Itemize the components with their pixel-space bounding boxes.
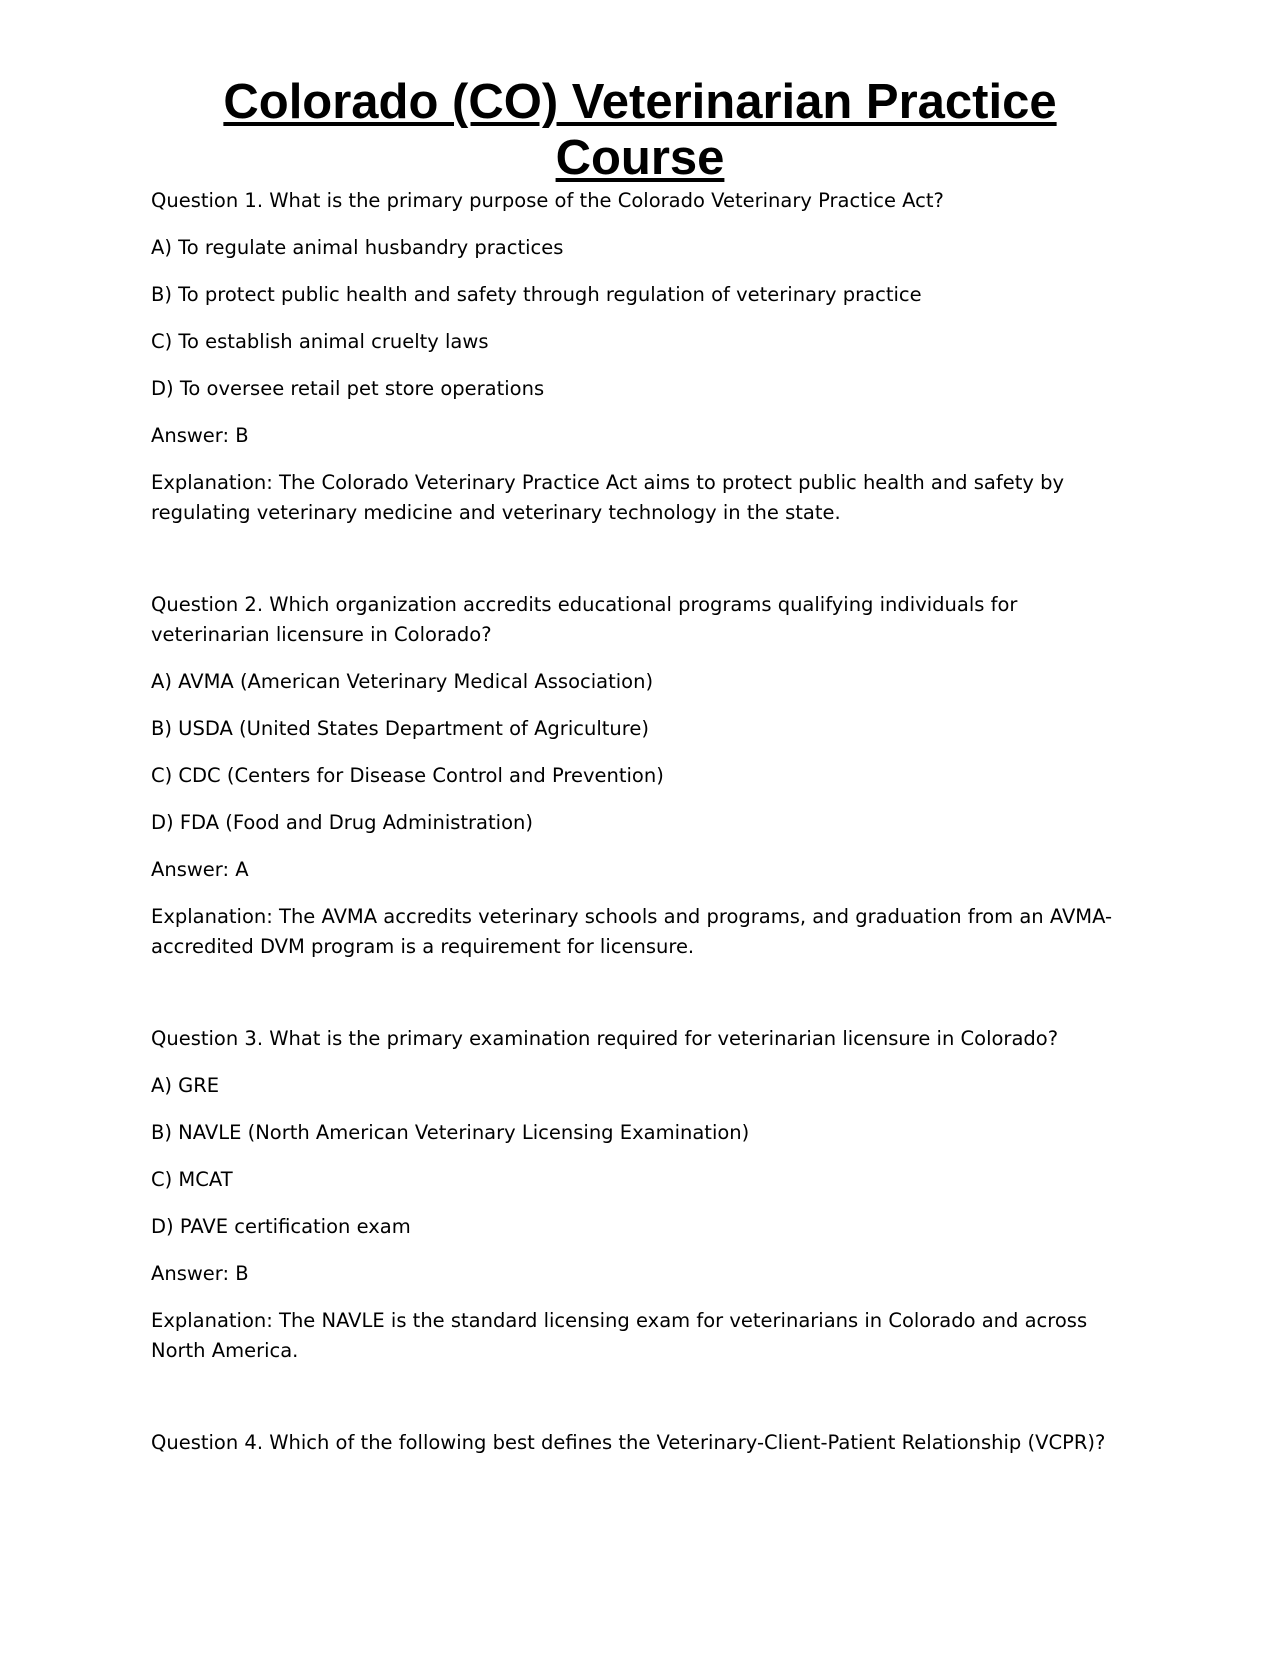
question-block-3: [151, 1024, 1141, 1366]
question-text: Question 1. What is the primary purpose of the Colorado Veterinary Practice Act?: [151, 189, 944, 212]
explanation-text: Explanation: The AVMA accredits veterinary schools and programs, and graduation from an AVMA-accredited DVM program is a requirement for licensure.: [151, 905, 1113, 958]
explanation-text: Explanation: The NAVLE is the standard licensing exam for veterinarians in Colorado and across North America.: [151, 1309, 1088, 1362]
option-c: C) CDC (Centers for Disease Control and Prevention): [151, 764, 664, 787]
option-d: D) To oversee retail pet store operations: [151, 377, 545, 400]
option-c: C) To establish animal cruelty laws: [151, 330, 489, 353]
question-text: Question 3. What is the primary examination required for veterinarian licensure in Colorado?: [151, 1027, 1059, 1050]
question-text: Question 2. Which organization accredits educational programs qualifying individuals for veterinarian licensure in Colorado?: [151, 593, 1018, 646]
answer-text: Answer: A: [151, 858, 249, 881]
option-c: C) MCAT: [151, 1168, 233, 1191]
question-block-1: [151, 186, 1141, 528]
question-text: Question 4. Which of the following best defines the Veterinary-Client-Patient Relationship (VCPR)?: [151, 1431, 1106, 1454]
explanation-text: Explanation: The Colorado Veterinary Practice Act aims to protect public health and safety by regulating veterinary medicine and veterinary technology in the state.: [151, 471, 1065, 524]
answer-text: Answer: B: [151, 1262, 249, 1285]
document-title: Colorado (CO) Veterinarian Practice Course: [223, 75, 1057, 185]
answer-text: Answer: B: [151, 424, 249, 447]
option-b: B) USDA (United States Department of Agriculture): [151, 717, 649, 740]
option-d: D) PAVE certification exam: [151, 1215, 411, 1238]
question-block-4: [151, 1428, 1141, 1458]
questions-list: [151, 186, 1141, 1475]
option-a: A) GRE: [151, 1074, 220, 1097]
question-block-2: [151, 590, 1141, 962]
option-d: D) FDA (Food and Drug Administration): [151, 811, 533, 834]
option-a: A) AVMA (American Veterinary Medical Association): [151, 670, 654, 693]
option-a: A) To regulate animal husbandry practices: [151, 236, 564, 259]
option-b: B) NAVLE (North American Veterinary Licensing Examination): [151, 1121, 750, 1144]
option-b: B) To protect public health and safety through regulation of veterinary practice: [151, 283, 922, 306]
